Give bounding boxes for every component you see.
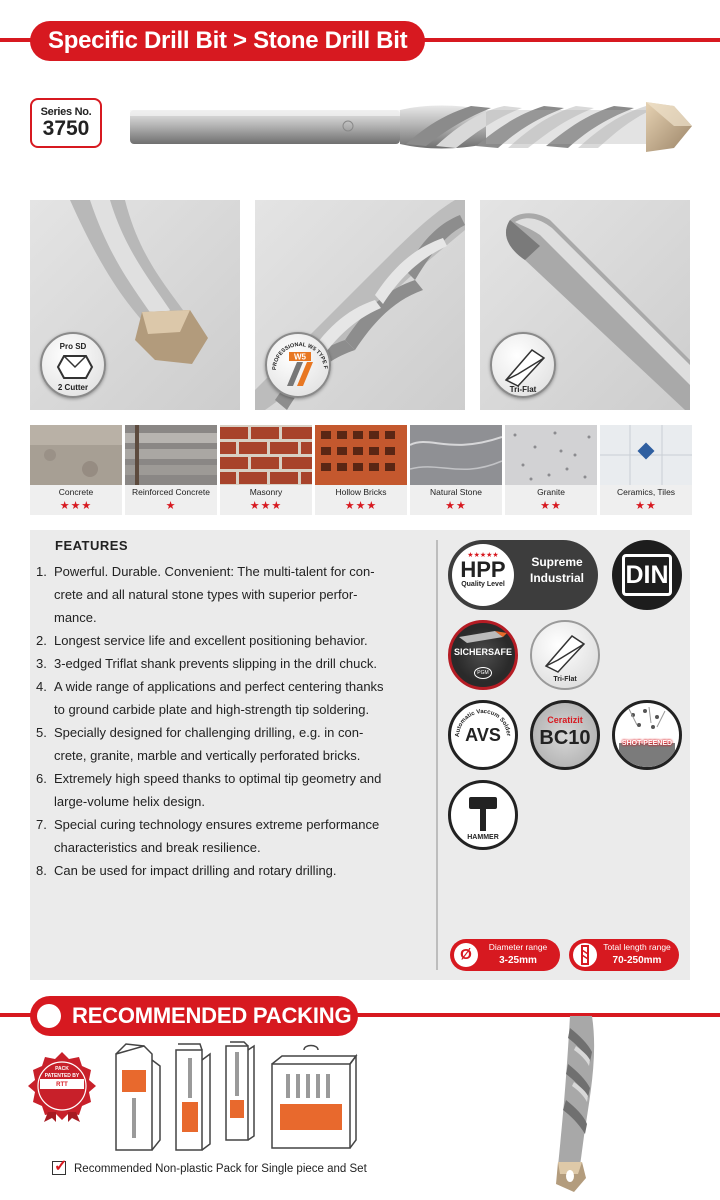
feature-number: 8. <box>36 863 47 878</box>
feature-number: 1. <box>36 564 47 579</box>
shot-peened-text: SHOT-PEENED <box>621 740 673 747</box>
material-name: Reinforced Concrete <box>132 487 210 497</box>
feature-text-line: Special curing technology ensures extreme performance <box>54 817 380 832</box>
material-name: Granite <box>537 487 565 497</box>
feature-number: 2. <box>36 633 47 648</box>
granite-texture <box>505 425 597 485</box>
photo-flute-detail <box>255 200 465 410</box>
triflat-badge <box>490 332 556 398</box>
feature-item <box>36 859 428 882</box>
material-natural-stone <box>410 425 502 515</box>
series-label: Series No. <box>40 106 92 118</box>
feature-text-line: Can be used for impact drilling and rotary drilling. <box>54 863 337 878</box>
features-heading: FEATURES <box>55 538 129 553</box>
material-rating: ★★ <box>635 500 657 512</box>
natural-stone-texture <box>410 425 502 485</box>
hollow-bricks-texture <box>315 425 407 485</box>
packing-heading-pill <box>30 996 358 1036</box>
feature-number: 5. <box>36 725 47 740</box>
feature-item <box>36 629 428 652</box>
feature-number: 3. <box>36 656 47 671</box>
material-hollow-bricks <box>315 425 407 515</box>
length-label: Total length range <box>603 942 671 952</box>
series-number: 3750 <box>42 117 90 140</box>
packing-bullet-icon <box>37 1004 61 1028</box>
masonry-texture <box>220 425 312 485</box>
industrial-text: Industrial <box>529 571 584 585</box>
bc10-text: BC10 <box>539 727 591 749</box>
panel-divider <box>436 540 438 970</box>
feature-item <box>36 721 428 767</box>
length-range-badge <box>569 939 679 971</box>
feature-item <box>36 675 428 721</box>
photo-tip-detail <box>30 200 240 410</box>
material-name: Natural Stone <box>430 487 482 497</box>
avs-arc-text: Automatic Vaccum Solder <box>454 708 512 738</box>
feature-text-line: Specially designed for challenging drilling, e.g. in con- <box>54 725 364 740</box>
feature-text-line: Extremely high speed thanks to optimal tip geometry and <box>54 771 382 786</box>
triflat-feature-text: Tri-Flat <box>553 676 577 683</box>
feature-number: 6. <box>36 771 47 786</box>
feature-text-line: mance. <box>54 610 97 625</box>
hpp-text: HPP <box>460 557 506 582</box>
flute-code-text: W5 <box>294 352 306 362</box>
reinforced-concrete-texture <box>125 425 217 485</box>
drill-length-icon <box>573 943 597 967</box>
material-rating: ★★★ <box>59 500 93 512</box>
hpp-circle <box>452 544 514 606</box>
feature-text-line: to ground carbide plate and high-strength tip soldering. <box>54 702 370 717</box>
diameter-value: 3-25mm <box>499 955 537 966</box>
hammer-badge <box>448 780 518 850</box>
ceratizit-badge <box>530 700 600 770</box>
din-badge <box>612 540 682 610</box>
diameter-icon: Ø <box>454 943 478 967</box>
material-rating: ★★★ <box>344 500 378 512</box>
feature-text-line: characteristics and break resilience. <box>54 840 261 855</box>
sichersafe-badge <box>448 620 518 690</box>
feature-text-line: crete and all natural stone types with superior perfor- <box>54 587 358 602</box>
drill-bit-hero-image <box>126 96 696 158</box>
seal-brand-text: RTT <box>56 1082 68 1088</box>
feature-number: 7. <box>36 817 47 832</box>
shot-peened-badge <box>612 700 682 770</box>
photo-shank-detail <box>480 200 690 410</box>
pro-sd-badge <box>40 332 106 398</box>
w5-flute-icon <box>267 334 331 398</box>
feature-text-line: Longest service life and excellent positioning behavior. <box>54 633 368 648</box>
series-badge <box>30 98 102 148</box>
supreme-industrial-text <box>520 554 594 586</box>
material-rating: ★★ <box>540 500 562 512</box>
seal-pack-text: PACK <box>55 1066 69 1072</box>
ceramics-tiles-texture <box>600 425 692 485</box>
material-reinforced-concrete <box>125 425 217 515</box>
supreme-text: Supreme <box>531 555 583 569</box>
patent-seal <box>26 1050 98 1122</box>
shot-peened-icon <box>615 703 679 767</box>
hammer-text: HAMMER <box>467 834 499 841</box>
material-name: Concrete <box>58 487 94 497</box>
page-title: Specific Drill Bit > Stone Drill Bit <box>30 21 425 61</box>
two-cutter-label: 2 Cutter <box>57 383 89 392</box>
seal-patented-text: PATENTED BY <box>44 1073 80 1079</box>
packing-caption: Recommended Non-plastic Pack for Single piece and Set <box>74 1163 367 1175</box>
feature-text-line: large-volume helix design. <box>54 794 206 809</box>
diameter-range-badge <box>450 939 560 971</box>
triflat-feature-badge <box>530 620 600 690</box>
material-rating: ★ <box>165 500 177 512</box>
pro-sd-label: Pro SD <box>59 342 87 351</box>
feature-item <box>36 813 428 859</box>
feature-text-line: A wide range of applications and perfect centering thanks <box>54 679 384 694</box>
feature-number: 4. <box>36 679 47 694</box>
material-granite <box>505 425 597 515</box>
concrete-texture <box>30 425 122 485</box>
material-rating: ★★ <box>445 500 467 512</box>
material-ceramics-tiles <box>600 425 692 515</box>
feature-text-line: Powerful. Durable. Convenient: The multi-talent for con- <box>54 564 375 579</box>
check-mark-icon: ✓ <box>54 1158 68 1175</box>
length-icon <box>573 943 597 967</box>
avs-badge <box>448 700 518 770</box>
material-name: Masonry <box>249 487 283 497</box>
feature-item <box>36 652 428 675</box>
pgm-text: PGM <box>474 667 492 679</box>
material-masonry <box>220 425 312 515</box>
din-text: DIN <box>622 554 672 596</box>
material-rating: ★★★ <box>249 500 283 512</box>
material-name: Ceramics, Tiles <box>616 487 676 497</box>
feature-item <box>36 767 428 813</box>
feature-item <box>36 560 428 629</box>
ceratizit-text: Ceratizit <box>547 715 583 725</box>
drill-bit-close-up-image <box>540 1016 620 1198</box>
hpp-quality-badge <box>448 540 598 610</box>
material-name: Hollow Bricks <box>335 487 387 497</box>
hpp-quality-text: Quality Level <box>461 581 505 588</box>
avs-text: AVS <box>465 725 501 745</box>
feature-text-line: crete, granite, marble and vertically perforated bricks. <box>54 748 361 763</box>
diameter-label: Diameter range <box>488 942 548 952</box>
features-list <box>36 560 428 882</box>
sichersafe-text: SICHERSAFE <box>453 647 512 657</box>
feature-text-line: 3-edged Triflat shank prevents slipping in the drill chuck. <box>54 656 378 671</box>
w5-flute-badge <box>265 332 331 398</box>
material-concrete <box>30 425 122 515</box>
hpp-stars: ★★★★★ <box>467 552 499 559</box>
flute-arc-text: PROFESSIONAL W5 TYPE F <box>271 341 329 371</box>
packing-heading: RECOMMENDED PACKING <box>72 1003 352 1028</box>
length-value: 70-250mm <box>612 955 662 966</box>
triflat-label: Tri-Flat <box>509 385 537 394</box>
packaging-illustration <box>104 1040 364 1158</box>
